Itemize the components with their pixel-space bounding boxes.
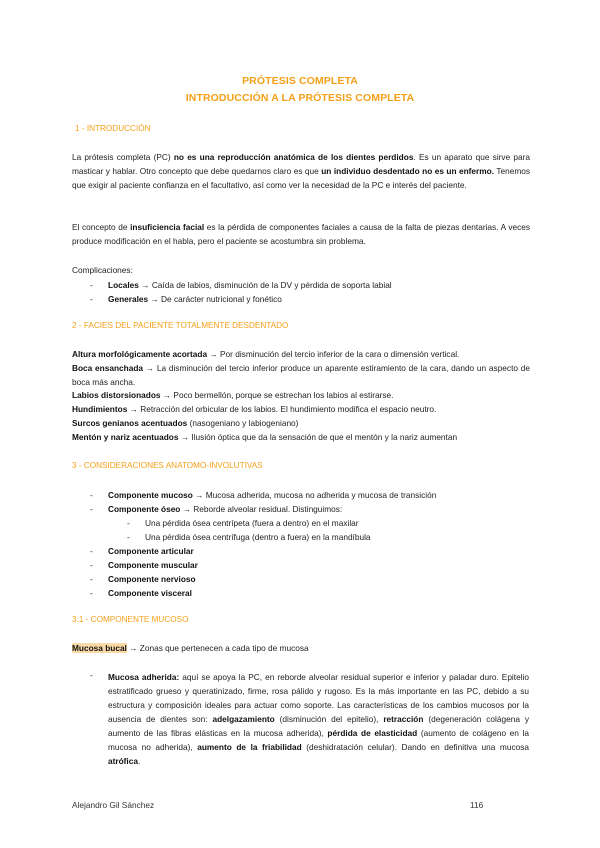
- list-item: Generales → De carácter nutricional y fonético: [108, 294, 282, 304]
- section-heading-introduccion: 1 - INTRODUCCIÓN: [75, 124, 151, 133]
- list-item: Componente articular: [108, 546, 194, 556]
- document-page: PRÓTESIS COMPLETA INTRODUCCIÓN A LA PRÓTESIS COMPLETA 1 - INTRODUCCIÓN La prótesis completa (PC) no es una reproducción anatómica de los dientes perdidos. Es un aparato que sirve para masticar y hablar. Otro concepto que debe quedarnos claro es que un individuo desdentado no es un enfermo. Tenemos que exigir al paciente confianza en el facultativo, así como ver la necesidad de la PC e interés del paciente. El concepto de insuficiencia facial es la pérdida de componentes faciales a causa de la falta de piezas dentarias. A veces produce modificación en el habla, pero el paciente se acostumbra sin problema. Complicaciones: - Locales → Caída de labios, disminución de la DV y pérdida de soporta labial - Generales → De carácter nutricional y fonético 2 - FACIES DEL PACIENTE TOTALMENTE DESDENTADO Altura morfológicamente acortada → Por disminución del tercio inferior de la cara o dimensión vertical. Boca ensanchada → La disminución del tercio inferior produce un aparente estiramiento de la cara, dando un aspecto de boca más ancha. Labios distorsionados → Poco bermellón, porque se estrechan los labios al estirarse. Hundimientos → Retracción del orbicular de los labios. El hundimiento modifica el espacio neutro. Surcos genianos acentuados (nasogeniano y labiogeniano) Mentón y nariz acentuados → Ilusión óptica que da la sensación de que el mentón y la nariz aumentan 3 - CONSIDERACIONES ANATOMO-INVOLUTIVAS - Componente mucoso → Mucosa adherida, mucosa no adherida y mucosa de transición - Componente óseo → Reborde alveolar residual. Distinguimos: - Una pérdida ósea centrípeta (fuera a dentro) en el maxilar - Una pérdida ósea centrífuga (dentro a fuera) en la mandíbula - Componente articular - Componente muscular - Componente nervioso - Componente visceral 3.1 - COMPONENTE MUCOSO Mucosa bucal → Zonas que pertenecen a cada tipo de mucosa - Mucosa adherida: aquí se apoya la PC, en reborde alveolar residual superior e inferior y paladar duro. Epitelio estratificado grueso y queratinizado, firme, rosa pálido y rugoso. Es la más importante en las PC, debido a su estructura y composición ideales para actuar como soporte. Las características de los cambios mucosos por la ausencia de dientes son: adelgazamiento (disminución del epitelio), retracción (degeneración colágena y aumento de las fibras elásticas en la mucosa adherida), pérdida de elasticidad (aumento de colágeno en la mucosa no adherida), aumento de la friabilidad (deshidratación celular). Dando en definitiva una mucosa atrófica. Alejandro Gil Sánchez 116: [0, 0, 600, 848]
- section-heading-componente-mucoso: 3.1 - COMPONENTE MUCOSO: [72, 615, 189, 624]
- section-heading-consideraciones: 3 - CONSIDERACIONES ANATOMO-INVOLUTIVAS: [72, 461, 263, 470]
- facies-row: Boca ensanchada → La disminución del tercio inferior produce un aparente estiramiento de la cara, dando un aspecto de boca más ancha.: [72, 363, 530, 387]
- list-item: Componente nervioso: [108, 574, 196, 584]
- paragraph-intro: La prótesis completa (PC) no es una reproducción anatómica de los dientes perdidos. Es un aparato que sirve para masticar y hablar. Otro concepto que debe quedarnos claro es que un individuo desdentado no es un enfermo. Tenemos que exigir al paciente confianza en el facultativo, así como ver la necesidad de la PC e interés del paciente.: [72, 152, 531, 190]
- list-item: Componente muscular: [108, 560, 198, 570]
- mucosa-adherida-paragraph: Mucosa adherida: aquí se apoya la PC, en reborde alveolar residual superior e inferior y paladar duro. Epitelio estratificado grueso y queratinizado, firme, rosa pálido y rugoso. Es la más importante en las PC, debido a su estructura y composición ideales para actuar como soporte. Las características de los cambios mucosos por la ausencia de dientes son: adelgazamiento (disminución del epitelio), retracción (degeneración colágena y aumento de las fibras elásticas en la mucosa adherida), pérdida de elasticidad (aumento de colágeno en la mucosa no adherida), aumento de la friabilidad (deshidratación celular). Dando en definitiva una mucosa atrófica.: [108, 672, 529, 766]
- list-item: Componente mucoso → Mucosa adherida, mucosa no adherida y mucosa de transición: [108, 490, 437, 500]
- sub-list-item: Una pérdida ósea centrífuga (dentro a fuera) en la mandíbula: [145, 532, 371, 542]
- footer-author: Alejandro Gil Sánchez: [72, 800, 155, 810]
- document-title: PRÓTESIS COMPLETA: [242, 75, 358, 87]
- document-subtitle: INTRODUCCIÓN A LA PRÓTESIS COMPLETA: [185, 92, 415, 104]
- facies-row: Surcos genianos acentuados (nasogeniano y labiogeniano): [72, 418, 299, 428]
- section-heading-facies: 2 - FACIES DEL PACIENTE TOTALMENTE DESDENTADO: [72, 321, 289, 330]
- list-item: Componente óseo → Reborde alveolar residual. Distinguimos:: [108, 504, 343, 514]
- facies-row: Altura morfológicamente acortada → Por disminución del tercio inferior de la cara o dimensión vertical.: [72, 349, 460, 359]
- sub-list-item: Una pérdida ósea centrípeta (fuera a dentro) en el maxilar: [145, 518, 359, 528]
- mucosa-bucal-line: Mucosa bucal → Zonas que pertenecen a cada tipo de mucosa: [72, 643, 309, 653]
- facies-row: Hundimientos → Retracción del orbicular de los labios. El hundimiento modifica el espacio neutro.: [72, 404, 437, 414]
- list-item: Locales → Caída de labios, disminución de la DV y pérdida de soporta labial: [108, 280, 392, 290]
- footer-page-number: 116: [470, 800, 484, 810]
- facies-row: Mentón y nariz acentuados → Ilusión óptica que da la sensación de que el mentón y la nariz aumentan: [72, 432, 458, 442]
- list-item: Componente visceral: [108, 588, 192, 598]
- facies-row: Labios distorsionados → Poco bermellón, porque se estrechan los labios al estirarse.: [72, 390, 394, 400]
- complicaciones-label: Complicaciones:: [72, 265, 133, 275]
- paragraph-insuficiencia: El concepto de insuficiencia facial es la pérdida de componentes faciales a causa de la falta de piezas dentarias. A veces produce modificación en el habla, pero el paciente se acostumbra sin problema.: [72, 222, 530, 246]
